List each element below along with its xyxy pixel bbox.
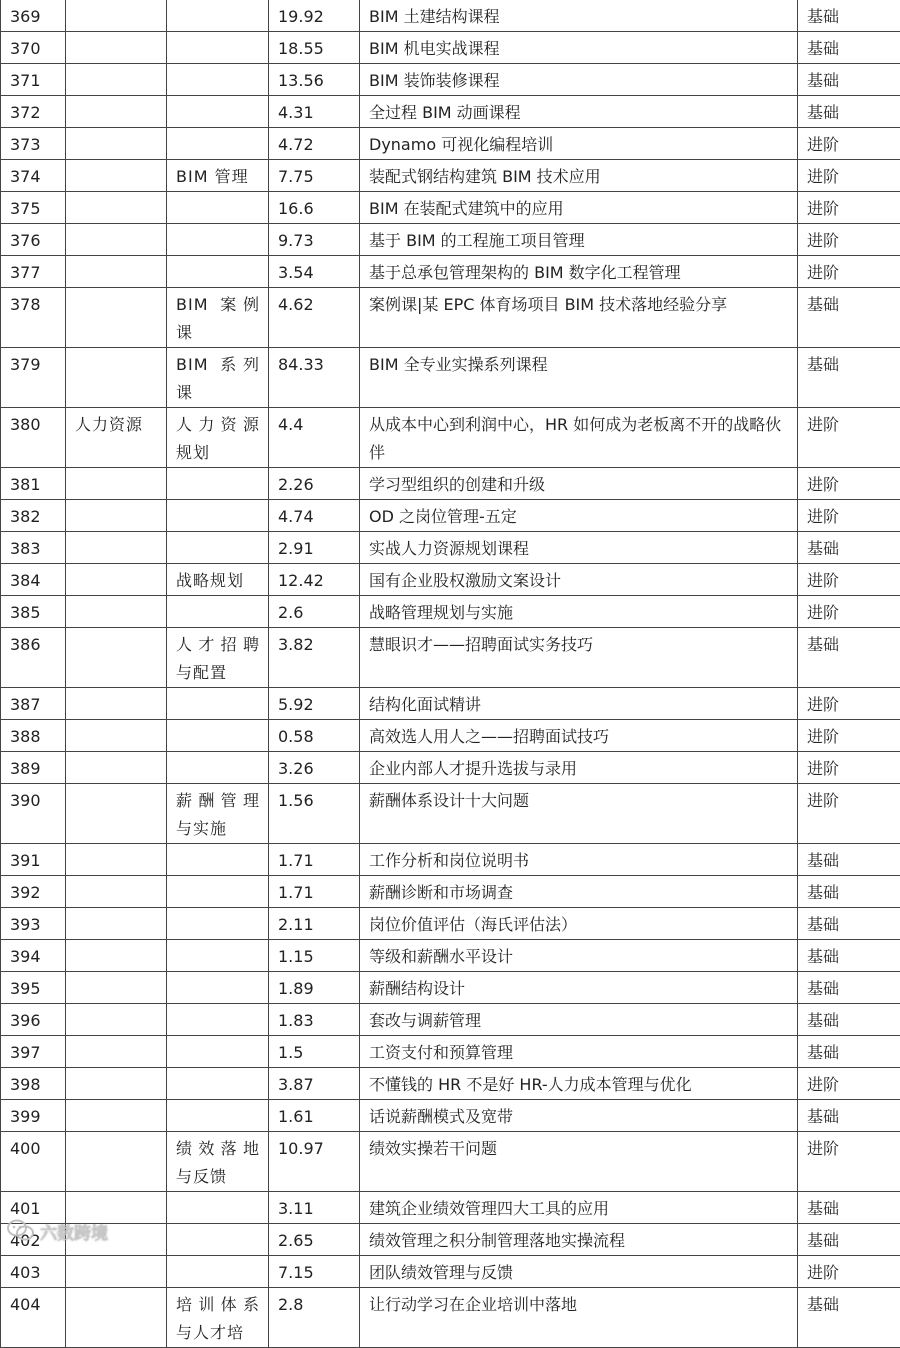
category-cell [66,256,167,288]
row-number: 399 [1,1100,66,1132]
course-name-cell: 慧眼识才——招聘面试实务技巧 [360,628,798,688]
category-cell [66,192,167,224]
level-cell: 进阶 [798,688,900,720]
course-name-cell: OD 之岗位管理-五定 [360,500,798,532]
hours-cell: 19.92 [269,0,360,32]
level-cell: 基础 [798,64,900,96]
category-cell [66,468,167,500]
category-cell [66,720,167,752]
course-name-cell: 岗位价值评估（海氏评估法） [360,908,798,940]
category-cell [66,1036,167,1068]
subcategory-cell [167,128,269,160]
wechat-logo-icon [6,1218,36,1244]
course-name-cell: BIM 土建结构课程 [360,0,798,32]
category-cell [66,596,167,628]
table-row [1,532,900,564]
subcategory-cell [167,752,269,784]
course-name-cell: 等级和薪酬水平设计 [360,940,798,972]
course-name-cell: 让行动学习在企业培训中落地 [360,1288,798,1348]
hours-cell: 4.62 [269,288,360,348]
table-row [1,1068,900,1100]
level-cell: 基础 [798,532,900,564]
level-cell: 进阶 [798,752,900,784]
level-cell: 基础 [798,96,900,128]
table-row [1,96,900,128]
subcategory-cell [167,688,269,720]
level-cell: 基础 [798,1288,900,1348]
category-cell [66,500,167,532]
category-cell: 人力资源 [66,408,167,468]
subcategory-cell: 薪酬管理与实施 [167,784,269,844]
row-number: 397 [1,1036,66,1068]
table-row [1,1224,900,1256]
category-cell [66,564,167,596]
hours-cell: 4.74 [269,500,360,532]
row-number: 375 [1,192,66,224]
hours-cell: 2.6 [269,596,360,628]
table-row [1,1256,900,1288]
subcategory-cell [167,876,269,908]
hours-cell: 7.75 [269,160,360,192]
table-row [1,64,900,96]
table-row [1,628,900,688]
level-cell: 基础 [798,1036,900,1068]
course-name-cell: 学习型组织的创建和升级 [360,468,798,500]
level-cell: 进阶 [798,256,900,288]
subcategory-cell [167,972,269,1004]
hours-cell: 16.6 [269,192,360,224]
subcategory-cell [167,192,269,224]
category-cell [66,1132,167,1192]
subcategory-cell [167,1004,269,1036]
table-row [1,256,900,288]
row-number: 395 [1,972,66,1004]
course-name-cell: 实战人力资源规划课程 [360,532,798,564]
row-number: 388 [1,720,66,752]
level-cell: 进阶 [798,596,900,628]
category-cell [66,940,167,972]
course-name-cell: 国有企业股权激励文案设计 [360,564,798,596]
subcategory-cell: 绩效落地与反馈 [167,1132,269,1192]
row-number: 391 [1,844,66,876]
category-cell [66,628,167,688]
subcategory-cell [167,532,269,564]
row-number: 373 [1,128,66,160]
level-cell: 进阶 [798,1068,900,1100]
table-row [1,784,900,844]
row-number: 404 [1,1288,66,1348]
table-row [1,160,900,192]
subcategory-cell [167,1100,269,1132]
level-cell: 基础 [798,348,900,408]
table-row [1,1288,900,1348]
table-row [1,564,900,596]
hours-cell: 0.58 [269,720,360,752]
hours-cell: 12.42 [269,564,360,596]
subcategory-cell: 人才招聘与配置 [167,628,269,688]
level-cell: 基础 [798,940,900,972]
level-cell: 基础 [798,628,900,688]
row-number: 382 [1,500,66,532]
course-name-cell: 建筑企业绩效管理四大工具的应用 [360,1192,798,1224]
table-row [1,940,900,972]
category-cell [66,1256,167,1288]
row-number: 390 [1,784,66,844]
row-number: 398 [1,1068,66,1100]
hours-cell: 3.87 [269,1068,360,1100]
hours-cell: 2.26 [269,468,360,500]
category-cell [66,876,167,908]
course-name-cell: 战略管理规划与实施 [360,596,798,628]
course-name-cell: BIM 机电实战课程 [360,32,798,64]
hours-cell: 1.15 [269,940,360,972]
category-cell [66,1068,167,1100]
subcategory-cell [167,720,269,752]
table-row [1,500,900,532]
hours-cell: 3.11 [269,1192,360,1224]
row-number: 403 [1,1256,66,1288]
subcategory-cell: 培训体系与人才培 [167,1288,269,1348]
table-row [1,876,900,908]
category-cell [66,224,167,256]
course-name-cell: 绩效管理之积分制管理落地实操流程 [360,1224,798,1256]
table-row [1,596,900,628]
category-cell [66,96,167,128]
level-cell: 进阶 [798,1132,900,1192]
hours-cell: 1.5 [269,1036,360,1068]
hours-cell: 13.56 [269,64,360,96]
row-number: 401 [1,1192,66,1224]
table-row [1,1100,900,1132]
subcategory-cell: BIM 系列课 [167,348,269,408]
row-number: 374 [1,160,66,192]
row-number: 384 [1,564,66,596]
table-row [1,408,900,468]
subcategory-cell [167,1068,269,1100]
row-number: 377 [1,256,66,288]
course-name-cell: 工作分析和岗位说明书 [360,844,798,876]
table-row [1,0,900,32]
level-cell: 基础 [798,1100,900,1132]
hours-cell: 3.54 [269,256,360,288]
hours-cell: 3.82 [269,628,360,688]
subcategory-cell [167,0,269,32]
hours-cell: 2.91 [269,532,360,564]
hours-cell: 2.8 [269,1288,360,1348]
level-cell: 基础 [798,288,900,348]
watermark [6,1218,108,1244]
subcategory-cell [167,1036,269,1068]
subcategory-cell [167,1256,269,1288]
row-number: 371 [1,64,66,96]
table-row [1,348,900,408]
level-cell: 进阶 [798,224,900,256]
course-name-cell: 企业内部人才提升选拔与录用 [360,752,798,784]
row-number: 372 [1,96,66,128]
row-number: 380 [1,408,66,468]
category-cell [66,32,167,64]
level-cell: 进阶 [798,564,900,596]
level-cell: 进阶 [798,1256,900,1288]
category-cell [66,972,167,1004]
hours-cell: 1.71 [269,844,360,876]
level-cell: 基础 [798,32,900,64]
hours-cell: 7.15 [269,1256,360,1288]
hours-cell: 5.92 [269,688,360,720]
level-cell: 进阶 [798,500,900,532]
subcategory-cell [167,468,269,500]
table-row [1,1192,900,1224]
table-row [1,1004,900,1036]
table-row [1,192,900,224]
row-number: 394 [1,940,66,972]
table-row [1,720,900,752]
row-number: 396 [1,1004,66,1036]
table-row [1,32,900,64]
hours-cell: 4.72 [269,128,360,160]
subcategory-cell: BIM 案例课 [167,288,269,348]
level-cell: 基础 [798,1192,900,1224]
subcategory-cell [167,596,269,628]
row-number: 400 [1,1132,66,1192]
row-number: 392 [1,876,66,908]
table-row [1,288,900,348]
level-cell: 基础 [798,1224,900,1256]
category-cell [66,1288,167,1348]
course-name-cell: 薪酬结构设计 [360,972,798,1004]
row-number: 379 [1,348,66,408]
hours-cell: 9.73 [269,224,360,256]
course-name-cell: BIM 全专业实操系列课程 [360,348,798,408]
row-number: 402 [1,1224,66,1256]
hours-cell: 10.97 [269,1132,360,1192]
table-row [1,224,900,256]
hours-cell: 1.61 [269,1100,360,1132]
hours-cell: 1.71 [269,876,360,908]
course-name-cell: 团队绩效管理与反馈 [360,1256,798,1288]
row-number: 378 [1,288,66,348]
category-cell [66,532,167,564]
subcategory-cell [167,844,269,876]
course-name-cell: 基于 BIM 的工程施工项目管理 [360,224,798,256]
category-cell [66,1100,167,1132]
hours-cell: 4.4 [269,408,360,468]
level-cell: 基础 [798,972,900,1004]
category-cell [66,288,167,348]
table-row [1,908,900,940]
table-row [1,128,900,160]
table-body [1,0,900,1348]
subcategory-cell [167,940,269,972]
level-cell: 进阶 [798,160,900,192]
hours-cell: 1.83 [269,1004,360,1036]
course-name-cell: 高效选人用人之——招聘面试技巧 [360,720,798,752]
category-cell [66,844,167,876]
level-cell: 基础 [798,0,900,32]
course-name-cell: 案例课|某 EPC 体育场项目 BIM 技术落地经验分享 [360,288,798,348]
category-cell [66,908,167,940]
level-cell: 进阶 [798,128,900,160]
category-cell [66,128,167,160]
course-name-cell: 结构化面试精讲 [360,688,798,720]
table-row [1,844,900,876]
watermark-text: 六数跨境 [40,1219,108,1244]
hours-cell: 84.33 [269,348,360,408]
subcategory-cell [167,64,269,96]
row-number: 389 [1,752,66,784]
category-cell [66,348,167,408]
level-cell: 基础 [798,876,900,908]
category-cell [66,0,167,32]
subcategory-cell [167,32,269,64]
level-cell: 进阶 [798,720,900,752]
course-name-cell: 薪酬诊断和市场调查 [360,876,798,908]
row-number: 383 [1,532,66,564]
subcategory-cell [167,256,269,288]
course-name-cell: 工资支付和预算管理 [360,1036,798,1068]
row-number: 376 [1,224,66,256]
table-row [1,972,900,1004]
category-cell [66,1004,167,1036]
level-cell: 基础 [798,1004,900,1036]
subcategory-cell [167,500,269,532]
subcategory-cell: 战略规划 [167,564,269,596]
hours-cell: 3.26 [269,752,360,784]
subcategory-cell [167,1224,269,1256]
hours-cell: 4.31 [269,96,360,128]
course-name-cell: 装配式钢结构建筑 BIM 技术应用 [360,160,798,192]
hours-cell: 2.11 [269,908,360,940]
hours-cell: 2.65 [269,1224,360,1256]
row-number: 393 [1,908,66,940]
row-number: 386 [1,628,66,688]
course-name-cell: BIM 装饰装修课程 [360,64,798,96]
table-row [1,688,900,720]
row-number: 381 [1,468,66,500]
subcategory-cell: 人力资源规划 [167,408,269,468]
course-name-cell: 套改与调薪管理 [360,1004,798,1036]
table-row [1,752,900,784]
row-number: 369 [1,0,66,32]
level-cell: 进阶 [798,192,900,224]
category-cell [66,160,167,192]
hours-cell: 1.89 [269,972,360,1004]
course-name-cell: 绩效实操若干问题 [360,1132,798,1192]
category-cell [66,752,167,784]
table-row [1,1036,900,1068]
level-cell: 基础 [798,844,900,876]
category-cell [66,784,167,844]
level-cell: 进阶 [798,468,900,500]
hours-cell: 18.55 [269,32,360,64]
subcategory-cell [167,224,269,256]
subcategory-cell: BIM 管理 [167,160,269,192]
category-cell [66,64,167,96]
level-cell: 基础 [798,908,900,940]
row-number: 370 [1,32,66,64]
row-number: 385 [1,596,66,628]
subcategory-cell [167,908,269,940]
table-row [1,468,900,500]
category-cell [66,688,167,720]
level-cell: 进阶 [798,408,900,468]
course-name-cell: 薪酬体系设计十大问题 [360,784,798,844]
level-cell: 进阶 [798,784,900,844]
row-number: 387 [1,688,66,720]
subcategory-cell [167,1192,269,1224]
course-name-cell: Dynamo 可视化编程培训 [360,128,798,160]
course-name-cell: 从成本中心到利润中心，HR 如何成为老板离不开的战略伙伴 [360,408,798,468]
course-name-cell: 话说薪酬模式及宽带 [360,1100,798,1132]
subcategory-cell [167,96,269,128]
course-name-cell: 不懂钱的 HR 不是好 HR-人力成本管理与优化 [360,1068,798,1100]
course-name-cell: 基于总承包管理架构的 BIM 数字化工程管理 [360,256,798,288]
table-row [1,1132,900,1192]
course-name-cell: 全过程 BIM 动画课程 [360,96,798,128]
course-name-cell: BIM 在装配式建筑中的应用 [360,192,798,224]
hours-cell: 1.56 [269,784,360,844]
